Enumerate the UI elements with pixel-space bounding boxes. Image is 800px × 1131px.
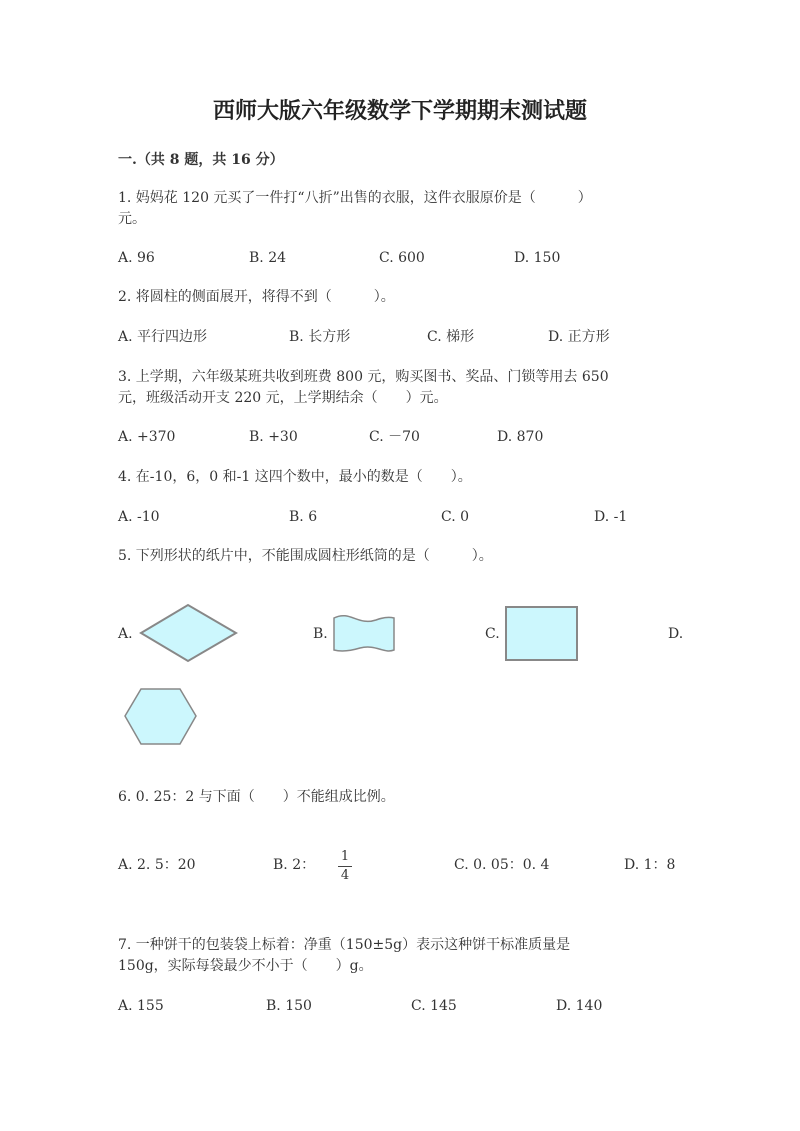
fraction-one-quarter: [338, 850, 352, 883]
question-text: 5. 下列形状的纸片中，不能围成圆柱形纸筒的是（ ）。: [118, 548, 493, 564]
section-heading: 一.（共 8 题，共 16 分）: [118, 152, 284, 168]
option-d[interactable]: D. 870: [497, 429, 544, 445]
question-text: 1. 妈妈花 120 元买了一件打“八折”出售的衣服，这件衣服原价是（ ）: [118, 190, 592, 206]
question-text: 6. 0. 25：2 与下面（ ）不能组成比例。: [118, 789, 395, 805]
option-a[interactable]: A.: [118, 626, 133, 642]
option-c[interactable]: C. 0. 05：0. 4: [454, 857, 550, 873]
option-c[interactable]: C. 145: [411, 998, 457, 1014]
option-c[interactable]: C. 600: [379, 250, 425, 266]
question-text: 元，班级活动开支 220 元，上学期结余（ ）元。: [118, 390, 448, 406]
question-text: 4. 在-10，6，0 和-1 这四个数中，最小的数是（ ）。: [118, 469, 472, 485]
question-text: 7. 一种饼干的包装袋上标着：净重（150±5g）表示这种饼干标准质量是: [118, 937, 571, 953]
option-d[interactable]: D.: [668, 626, 684, 642]
option-b[interactable]: B. 24: [249, 250, 287, 266]
option-d[interactable]: D. 140: [556, 998, 603, 1014]
page-title: 西师大版六年级数学下学期期末测试题: [212, 98, 587, 124]
option-d[interactable]: D. -1: [594, 509, 628, 525]
option-b[interactable]: B. 2：: [273, 857, 316, 873]
option-a[interactable]: A. 96: [118, 250, 155, 266]
question-text: 150g，实际每袋最少不小于（ ）g。: [118, 958, 373, 974]
rhombus-shape: [140, 604, 238, 662]
option-c[interactable]: C. 0: [441, 509, 470, 525]
rectangle: [506, 607, 577, 660]
question-text: 2. 将圆柱的侧面展开，将得不到（ ）。: [118, 289, 395, 305]
option-b[interactable]: B. 长方形: [289, 329, 351, 345]
hexagon: [125, 689, 196, 744]
option-a[interactable]: A. 2. 5：20: [118, 857, 196, 873]
option-a[interactable]: A. 平行四边形: [118, 329, 208, 345]
fraction-bar: [338, 866, 352, 867]
option-d[interactable]: D. 1：8: [624, 857, 676, 873]
fraction-denominator: 4: [340, 868, 350, 883]
option-b[interactable]: B. 150: [266, 998, 312, 1014]
option-c[interactable]: C. －70: [369, 429, 420, 445]
question-text: 元。: [118, 211, 146, 227]
wavy-sheet: [334, 616, 394, 651]
rhombus: [141, 605, 236, 661]
option-d[interactable]: D. 正方形: [548, 329, 610, 345]
option-a[interactable]: A. -10: [118, 509, 160, 525]
option-a[interactable]: A. +370: [118, 429, 176, 445]
option-b[interactable]: B.: [313, 626, 328, 642]
option-a[interactable]: A. 155: [118, 998, 164, 1014]
hexagon-shape: [124, 688, 198, 746]
fraction-numerator: 1: [340, 849, 350, 864]
option-b[interactable]: B. 6: [289, 509, 318, 525]
option-c[interactable]: C. 梯形: [427, 329, 475, 345]
rectangle-shape: [505, 606, 579, 662]
option-c[interactable]: C.: [485, 626, 500, 642]
question-text: 3. 上学期，六年级某班共收到班费 800 元，购买图书、奖品、门锁等用去 650: [118, 369, 609, 385]
option-d[interactable]: D. 150: [514, 250, 561, 266]
wavy-sheet-shape: [332, 614, 396, 654]
option-b[interactable]: B. +30: [249, 429, 298, 445]
